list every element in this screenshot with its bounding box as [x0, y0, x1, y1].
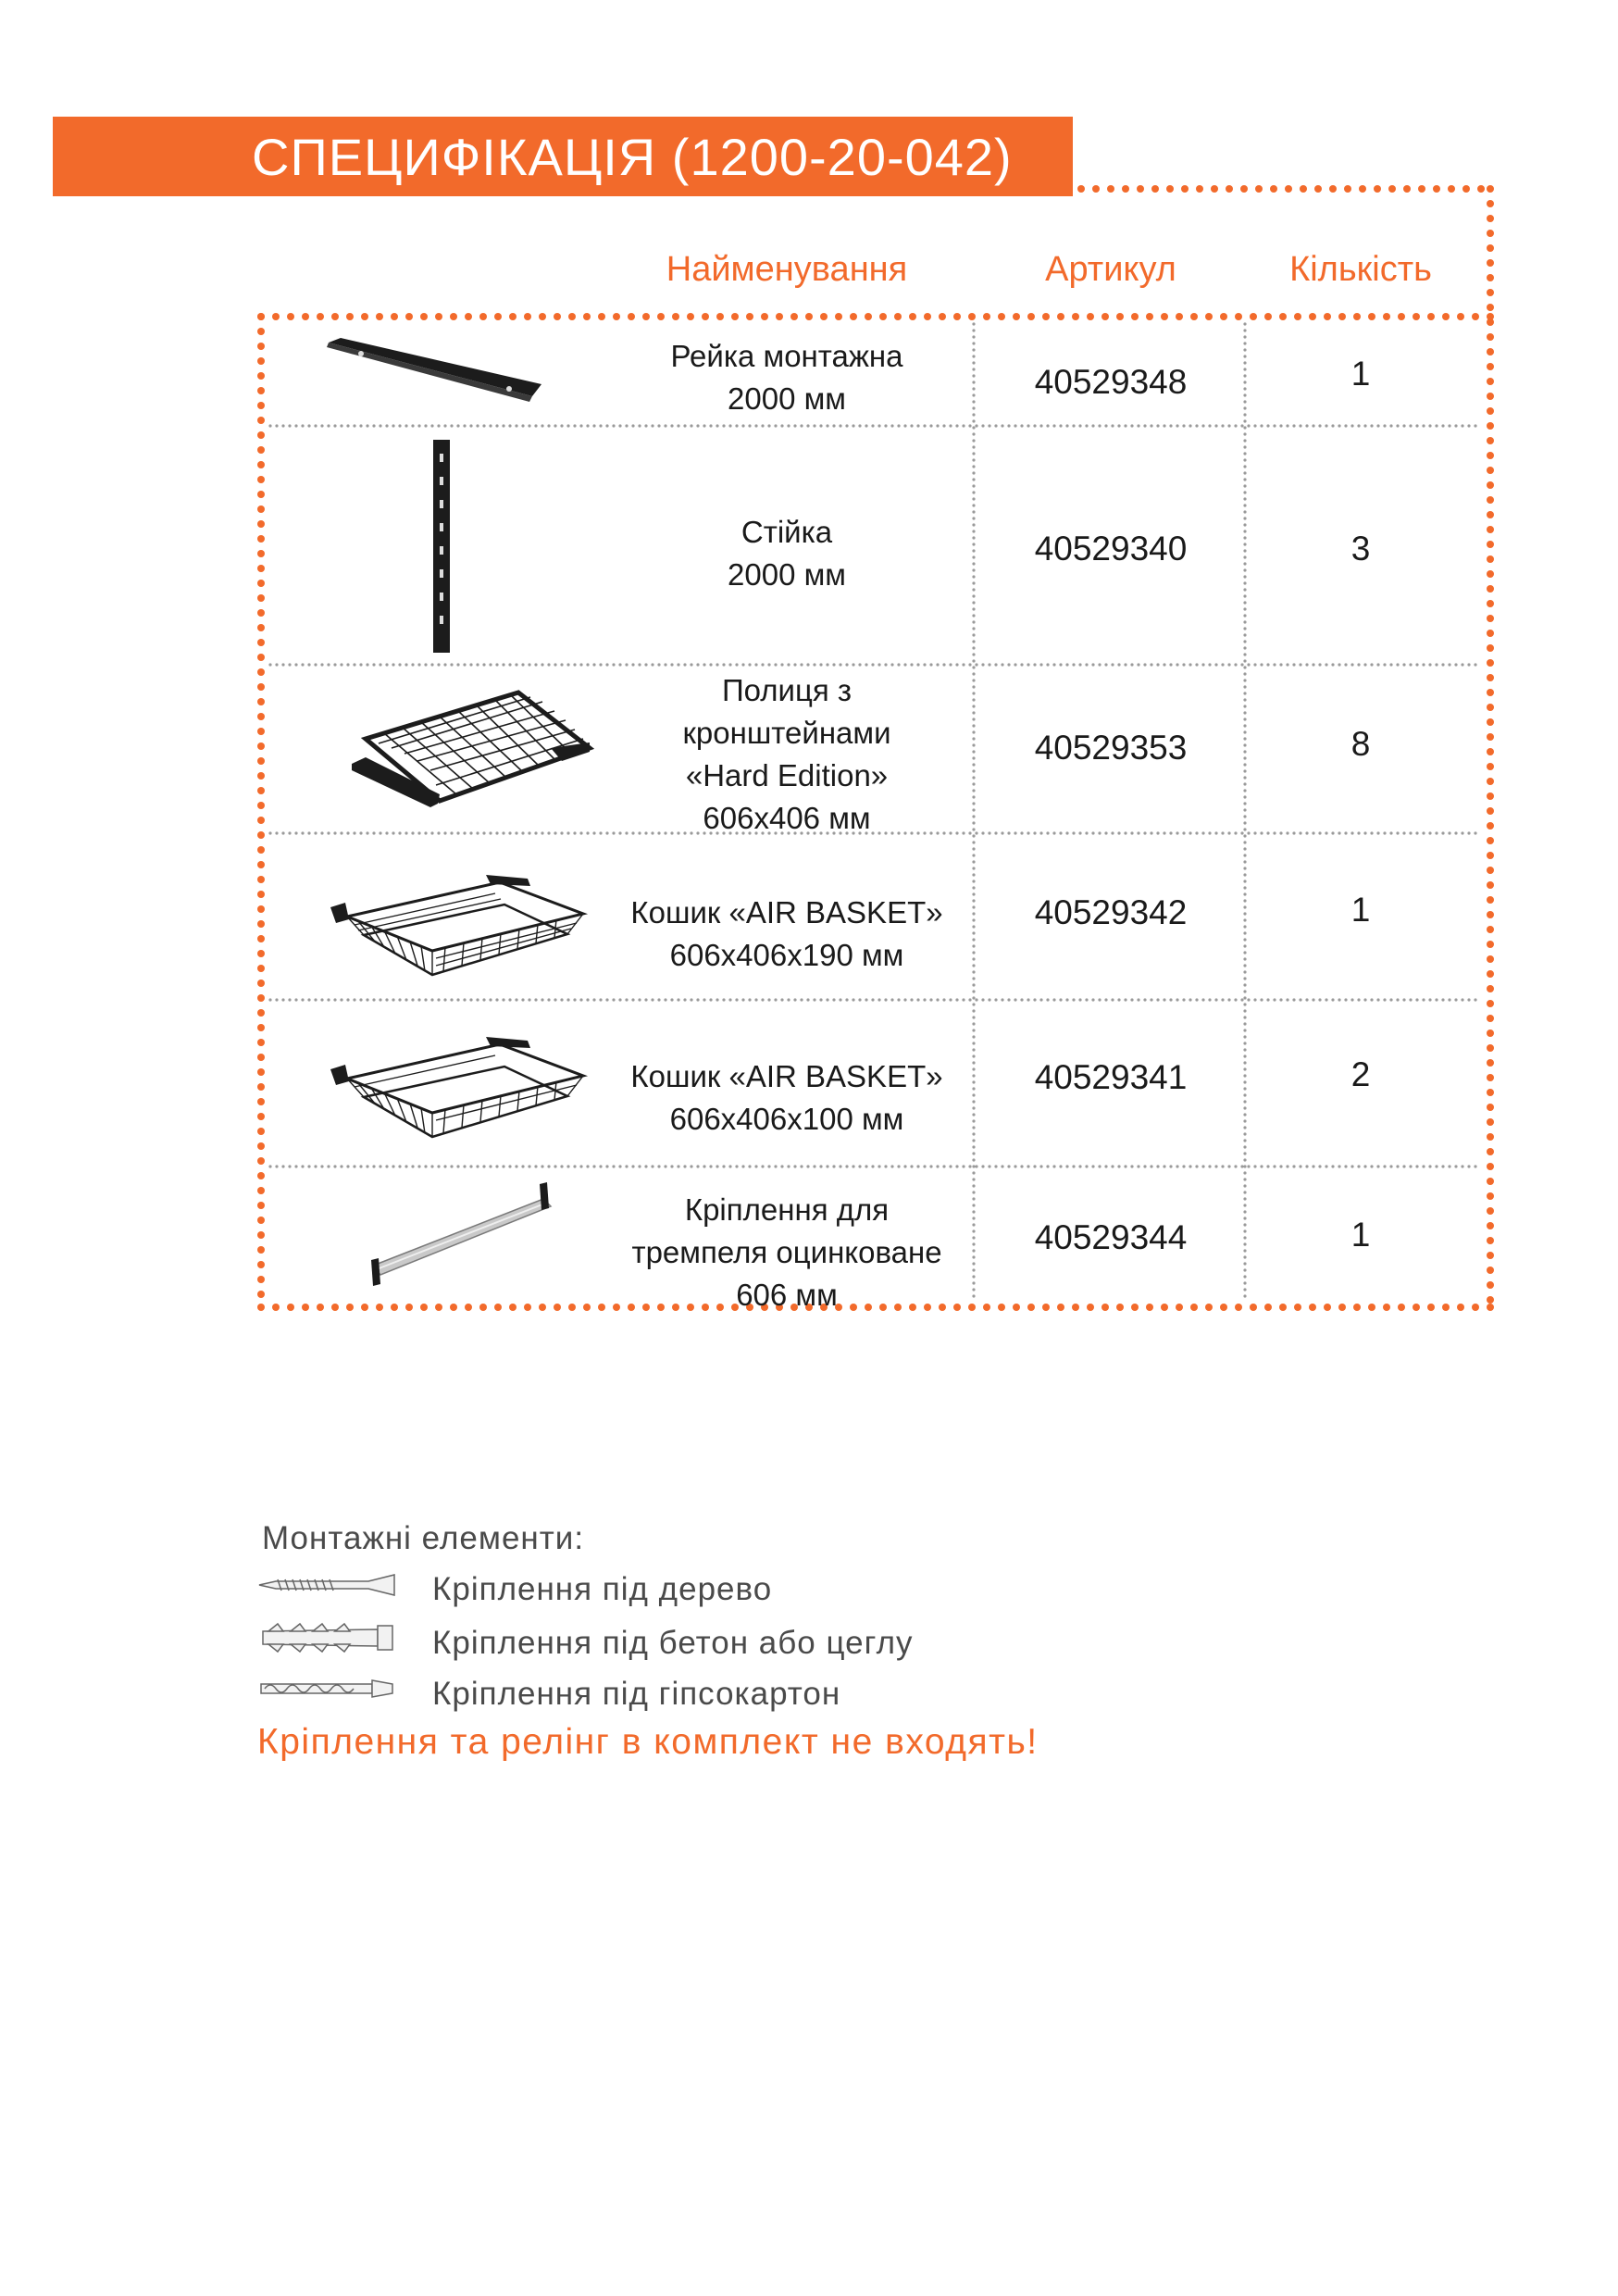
column-header-name: Найменування [666, 250, 908, 289]
mounting-item-drywall: Кріплення під гіпсокартон [432, 1676, 841, 1712]
row-2-article: 40529340 [1034, 530, 1188, 568]
row-3-name [592, 669, 981, 840]
row-4-name-line: 606x406x190 мм [669, 938, 904, 972]
row-6-name-line: тремпеля оцинковане [631, 1235, 942, 1269]
row-1-name [592, 335, 981, 420]
exclusion-note: Кріплення та релінг в комплект не входять! [257, 1722, 1039, 1762]
column-header-quantity: Кількість [1289, 250, 1432, 289]
row-3-article: 40529353 [1034, 729, 1188, 767]
row-2-quantity: 3 [1350, 530, 1371, 568]
row-1-article: 40529348 [1034, 363, 1188, 401]
mounting-item-wood: Кріплення під дерево [432, 1571, 773, 1607]
row-6-name [592, 1189, 981, 1316]
row-6-quantity: 1 [1350, 1216, 1371, 1254]
shelf-icon [347, 685, 597, 815]
basket-icon [329, 875, 597, 986]
row-5-article: 40529341 [1034, 1058, 1188, 1096]
column-header-article: Артикул [1045, 250, 1176, 289]
row-2-name [592, 511, 981, 596]
hanger-rail-icon [366, 1180, 569, 1292]
row-3-name-line: Полиця з [721, 673, 853, 707]
row-6-name-line: 606 мм [736, 1278, 838, 1312]
row-1-name-line: Рейка монтажна [670, 339, 903, 373]
wood-screw-icon [257, 1574, 396, 1596]
row-4-name [592, 892, 981, 977]
upright-icon [428, 440, 455, 653]
row-3-name-line: кронштейнами [682, 716, 891, 750]
drywall-anchor-icon [257, 1678, 396, 1699]
row-3-name-line: 606x406 мм [703, 801, 871, 835]
row-6-article: 40529344 [1034, 1218, 1188, 1256]
mounting-rail-icon [324, 333, 546, 407]
row-6-name-line: Кріплення для [684, 1192, 890, 1227]
row-5-name-line: 606x406x100 мм [669, 1102, 904, 1136]
row-5-name-line: Кошик «AIR BASKET» [630, 1059, 943, 1093]
concrete-anchor-icon [257, 1622, 396, 1653]
row-1-quantity: 1 [1350, 355, 1371, 393]
row-4-article: 40529342 [1034, 893, 1188, 931]
row-2-name-line: Стійка [741, 515, 833, 549]
row-4-quantity: 1 [1350, 891, 1371, 929]
row-2-name-line: 2000 мм [728, 557, 846, 592]
row-4-name-line: Кошик «AIR BASKET» [630, 895, 943, 930]
row-1-name-line: 2000 мм [728, 381, 846, 416]
mounting-title: Монтажні елементи: [262, 1520, 585, 1556]
row-5-quantity: 2 [1350, 1055, 1371, 1093]
row-3-quantity: 8 [1350, 725, 1371, 763]
row-5-name [592, 1055, 981, 1141]
basket-icon [329, 1037, 597, 1148]
mounting-item-concrete: Кріплення під бетон або цеглу [432, 1625, 914, 1661]
page-title: СПЕЦИФІКАЦІЯ (1200-20-042) [252, 127, 1013, 186]
row-3-name-line: «Hard Edition» [685, 758, 889, 792]
